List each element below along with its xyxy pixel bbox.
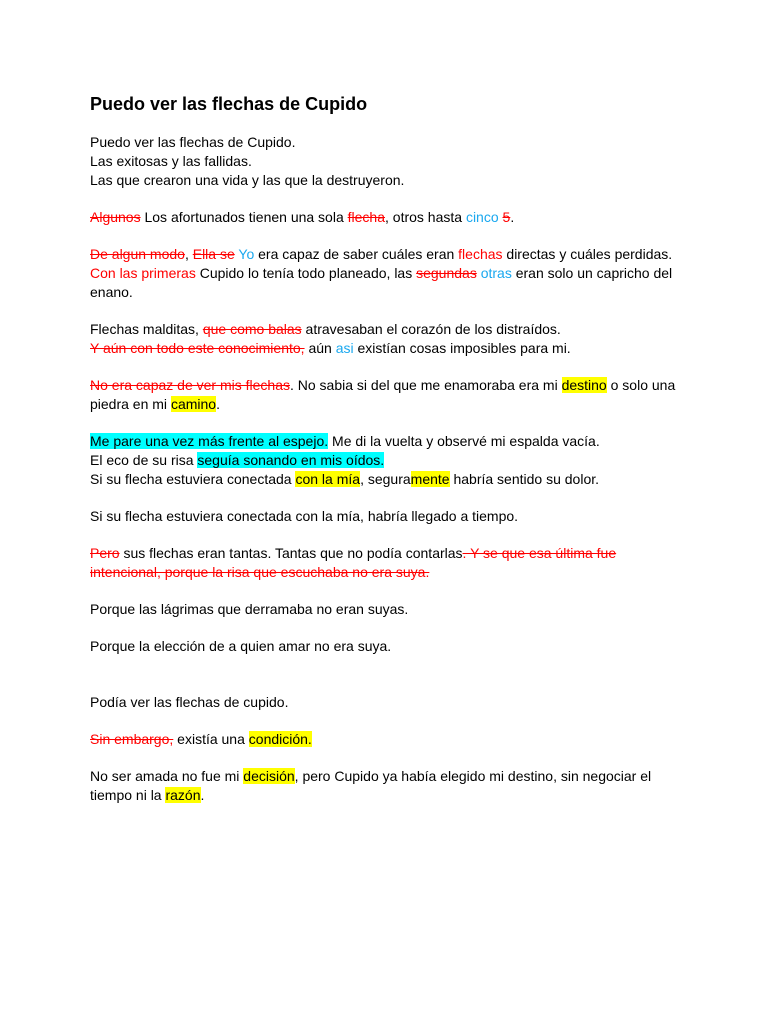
text-line: [90, 730, 678, 749]
text-line: [90, 693, 678, 712]
text-line: [90, 600, 678, 619]
text-run: . No sabia si del que me enamoraba era mi: [289, 377, 562, 393]
text-run: atravesaban el corazón de los distraídos.: [301, 321, 561, 337]
inserted-text: asi: [335, 340, 354, 356]
text-line: [90, 507, 678, 526]
text-run: Me di la vuelta y observé mi espalda vacía.: [328, 433, 600, 449]
text-run: El eco de su risa: [90, 452, 198, 468]
text-line: [90, 376, 678, 395]
text-run: Podía ver las flechas de cupido.: [90, 694, 289, 710]
paragraph: [90, 133, 678, 190]
paragraph: [90, 637, 678, 656]
highlighted-text: seguía sonando en mis oídos.: [197, 452, 385, 468]
deleted-text: Ella se: [192, 246, 235, 262]
text-run: , otros hasta: [385, 209, 466, 225]
text-run: directas y cuáles perdidas.: [502, 246, 673, 262]
text-line: [90, 563, 678, 582]
paragraph: [90, 208, 678, 227]
text-run: Porque la elección de a quien amar no era suya.: [90, 638, 392, 654]
text-run: Cupido lo tenía todo planeado, las: [195, 265, 417, 281]
text-run: .: [200, 787, 205, 803]
text-line: [90, 395, 678, 414]
deleted-text: intencional, porque la risa que escuchaba no era suya.: [90, 564, 430, 580]
paragraph: [90, 245, 678, 302]
text-run: sus flechas eran tantas. Tantas que no podía contarlas: [119, 545, 463, 561]
text-line: [90, 171, 678, 190]
deleted-text: 5: [502, 209, 511, 225]
text-run: eran solo un capricho del: [511, 265, 673, 281]
text-line: [90, 283, 678, 302]
text-line: [90, 320, 678, 339]
highlighted-text: destino: [561, 377, 607, 393]
text-line: [90, 432, 678, 451]
text-line: [90, 786, 678, 805]
text-line: [90, 544, 678, 563]
text-run: Si su flecha estuviera conectada: [90, 471, 296, 487]
inserted-text: flechas: [458, 246, 503, 262]
deleted-text: De algun modo: [90, 246, 185, 262]
text-run: Si su flecha estuviera conectada con la mía, habría llegado a tiempo.: [90, 508, 519, 524]
text-run: habría sentido su dolor.: [449, 471, 600, 487]
text-run: .: [216, 396, 220, 412]
paragraph: [90, 432, 678, 489]
paragraph: [90, 767, 678, 805]
text-run: Porque las lágrimas que derramaba no eran suyas.: [90, 601, 409, 617]
text-run: existía una: [173, 731, 249, 747]
text-line: [90, 133, 678, 152]
paragraph: [90, 507, 678, 526]
inserted-text: Con las primeras: [90, 265, 196, 281]
highlighted-text: condición.: [248, 731, 312, 747]
deleted-text: segundas: [416, 265, 477, 281]
text-run: enano.: [90, 284, 133, 300]
inserted-text: Yo: [238, 246, 255, 262]
inserted-text: cinco: [465, 209, 499, 225]
paragraph: [90, 376, 678, 414]
deleted-text: Sin embargo,: [90, 731, 174, 747]
text-line: [90, 264, 678, 283]
deleted-text: Y aún con todo este conocimiento,: [90, 340, 305, 356]
text-run: Los afortunados tienen una sola: [140, 209, 348, 225]
text-run: tiempo ni la: [90, 787, 166, 803]
text-line: [90, 637, 678, 656]
highlighted-text: Me pare una vez más frente al espejo.: [90, 433, 329, 449]
text-run: No ser amada no fue mi: [90, 768, 244, 784]
paragraph: [90, 600, 678, 619]
text-line: [90, 470, 678, 489]
document-body: [90, 133, 678, 805]
inserted-text: otras: [480, 265, 512, 281]
text-run: Las exitosas y las fallidas.: [90, 153, 252, 169]
text-run: Puedo ver las flechas de Cupido.: [90, 134, 296, 150]
deleted-text: que como balas: [202, 321, 302, 337]
highlighted-text: decisión: [243, 768, 295, 784]
deleted-text: . Y se que esa última fue: [462, 545, 617, 561]
paragraph: [90, 730, 678, 749]
deleted-text: Pero: [90, 545, 120, 561]
text-run: , segura: [360, 471, 411, 487]
text-run: era capaz de saber cuáles eran: [254, 246, 459, 262]
text-run: o solo una: [606, 377, 676, 393]
text-run: piedra en mi: [90, 396, 171, 412]
text-line: [90, 767, 678, 786]
text-run: ,: [184, 246, 193, 262]
paragraph: [90, 544, 678, 582]
text-line: [90, 152, 678, 171]
highlighted-text: razón: [165, 787, 201, 803]
text-line: [90, 451, 678, 470]
paragraph: [90, 693, 678, 712]
document-title: Puedo ver las flechas de Cupido: [90, 94, 368, 114]
deleted-text: flecha: [347, 209, 385, 225]
highlighted-text: con la mía: [295, 471, 361, 487]
deleted-text: No era capaz de ver mis flechas: [90, 377, 290, 393]
text-run: , pero Cupido ya había elegido mi destino, sin negociar el: [294, 768, 652, 784]
text-run: existían cosas imposibles para mi.: [353, 340, 571, 356]
highlighted-text: mente: [410, 471, 450, 487]
text-line: [90, 245, 678, 264]
text-run: aún: [304, 340, 336, 356]
text-line: [90, 208, 678, 227]
text-run: .: [510, 209, 515, 225]
text-run: Flechas malditas,: [90, 321, 203, 337]
deleted-text: Algunos: [90, 209, 141, 225]
text-run: Las que crearon una vida y las que la destruyeron.: [90, 172, 405, 188]
paragraph: [90, 320, 678, 358]
highlighted-text: camino: [170, 396, 217, 412]
text-line: [90, 339, 678, 358]
